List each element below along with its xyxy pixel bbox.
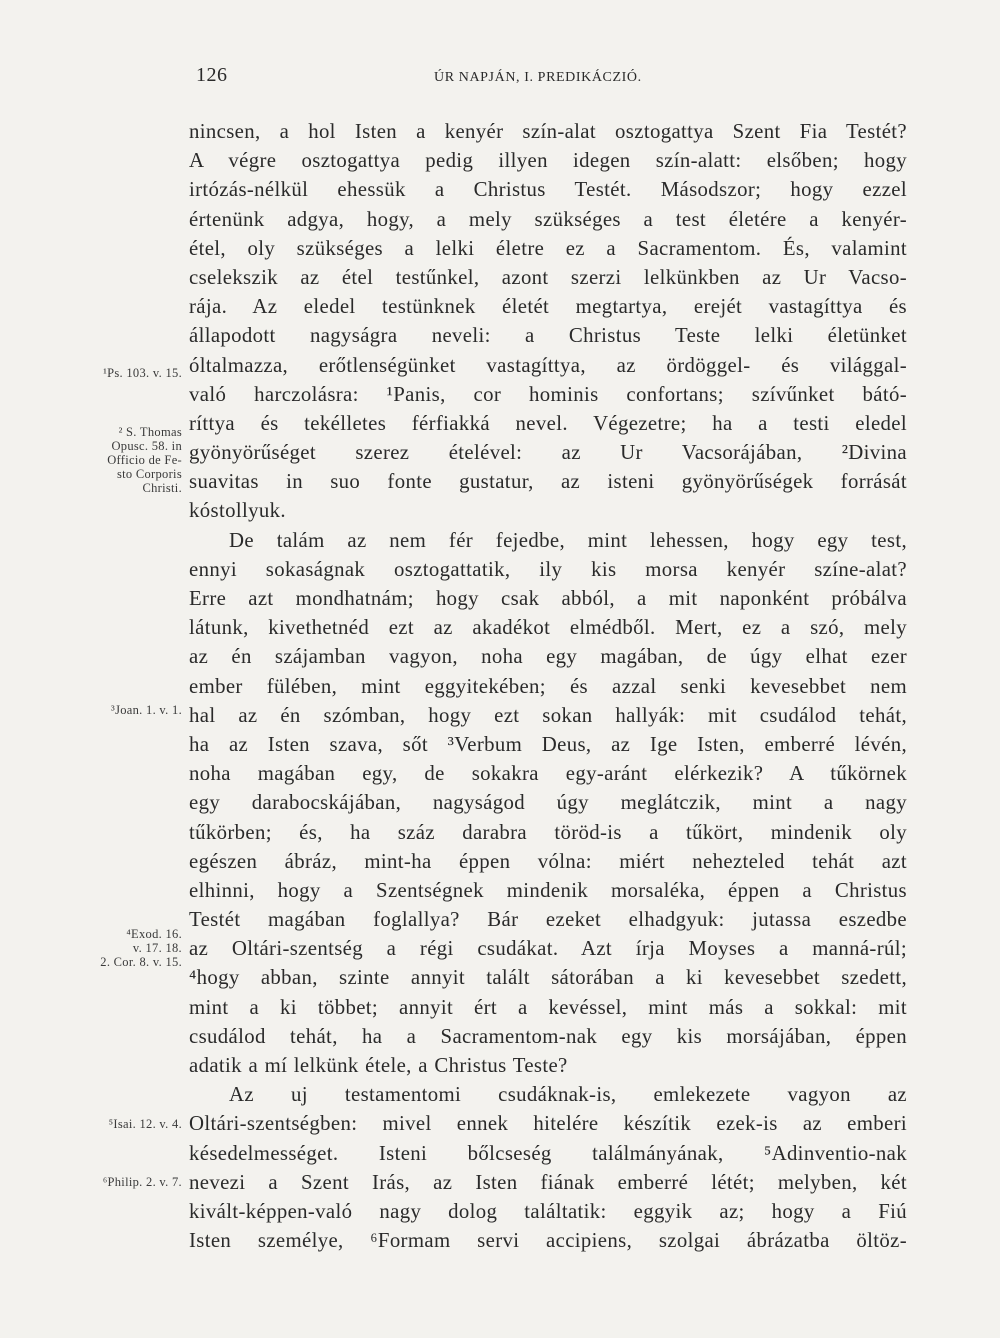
text-line: Az uj testamentomi csudáknak-is, emlekezete vagyon az [229,1083,907,1107]
text-line: ⁴hogy abban, szinte annyit talált sátorában a ki kevesebbet szedett, [189,966,907,990]
margin-note [103,1175,182,1189]
running-title: ÚR NAPJÁN, I. PREDIKÁCZIÓ. [434,70,642,85]
text-line: De talám az nem fér fejedbe, mint lehessen, hogy egy test, [229,528,907,552]
margin-note-line: ⁶Philip. 2. v. 7. [102,1175,182,1189]
text-line: Oltári-szentségben: mivel ennek hitelére készítik ezek-is az emberi [189,1112,907,1136]
margin-note-line: ² S. Thomas [118,425,182,439]
text-line: való harczolásra: ¹Panis, cor hominis confortans; szívűnket bátó- [189,382,907,406]
text-line: nincsen, a hol Isten a kenyér szín-alat osztogattya Szent Fia Testét? [189,120,907,143]
margin-note-line: v. 17. 18. [132,941,182,955]
text-line: állapodott nagyságra neveli: a Christus Teste lelki életünket [189,324,907,348]
text-line: Isten személye, ⁶Formam servi accipiens, szolgai ábrázatba öltöz- [189,1229,907,1253]
text-line: csudálod tehát, ha a Sacramentom-nak egy kis morsájában, éppen [189,1024,907,1048]
text-line: adatik a mí lelkünk étele, a Christus Teste? [189,1054,568,1077]
text-line: látunk, kivethetnéd ezt az akadékot elmédből. Mert, ez a szó, mely [189,616,907,640]
text-line: Erre azt mondhatnám; hogy csak abból, a mit naponként próbálva [189,587,907,610]
margin-note-line: ⁵Isai. 12. v. 4. [108,1117,182,1131]
margin-note [103,366,182,380]
text-line: ember fülében, mint eggyitekében; és azzal senki kevesebbet nem [189,674,907,698]
text-line: értenünk adgya, hogy, a mely szükséges a test életére a kenyér- [189,207,907,231]
margin-note-line: Christi. [142,481,182,495]
text-line: egy darabocskájában, nagyságod úgy meglátczik, mint a nagy [189,791,907,815]
page-number: 126 [196,64,228,86]
text-line: gyönyörűséget szerez ételével: az Ur Vacsorájában, ²Divina [189,441,907,465]
text-line: elhinni, hogy a Szentségnek mindenik morsaléka, éppen a Christus [189,878,907,902]
text-line: ríttya és tekélletes férfiakká nevel. Végezetre; ha a testi eledel [189,411,907,435]
text-line: ha az Isten szava, sőt ³Verbum Deus, az Ige Isten, emberré lévén, [189,732,907,756]
text-line: az én szájamban vagyon, noha egy magában, de úgy elhat ezer [189,645,907,669]
text-line: késedelmességet. Isteni bőlcseség találmányának, ⁵Adinventio-nak [189,1141,907,1165]
margin-note [109,1117,182,1131]
text-line: hal az én szómban, hogy ezt sokan hallyák: mit csudálod tehát, [189,703,907,727]
margin-note-line: ¹Ps. 103. v. 15. [103,366,182,380]
text-line: kóstollyuk. [189,499,286,523]
text-line: Testét magában foglallya? Bár ezeket elhadgyuk: jutassa eszedbe [189,908,907,932]
margin-note-line: ⁴Exod. 16. [126,927,182,941]
text-line: tűkörben; és, ha száz darabra töröd-is a tűkört, mindenik oly [189,820,907,844]
margin-note-line: Opusc. 58. in [111,439,182,453]
running-head [196,64,906,90]
text-line: kivált-képpen-való nagy dolog találtatik: eggyik az; hogy a Fiú [189,1199,907,1223]
text-line: az Oltári-szentség a régi csudákat. Azt írja Moyses a manná-rúl; [189,937,907,961]
margin-note [100,927,182,969]
text-line: irtózás-nélkül ehessük a Christus Testét. Másodszor; hogy ezzel [189,178,907,202]
body-text [189,117,907,1255]
text-line: nevezi a Szent Irás, az Isten fiának emberré létét; melyben, két [189,1170,907,1194]
margin-note-line: Officio de Fe- [107,453,182,467]
margin-note [107,425,182,495]
margin-note-line: ³Joan. 1. v. 1. [111,703,182,717]
text-line: suavitas in suo fonte gustatur, az isteni gyönyörűségek forrását [189,470,907,494]
text-line: óltalmazza, erőtlenségünket vastagíttya, az ördöggel- és világgal- [189,353,907,377]
margin-note-line: 2. Cor. 8. v. 15. [100,955,182,969]
text-line: rája. Az eledel testünknek életét megtartya, erejét vastagíttya és [189,295,907,319]
text-line: noha magában egy, de sokakra egy-aránt elérkezik? A tűkörnek [189,762,907,786]
text-line: egészen ábráz, mint-ha éppen vólna: miért nehezteled tehát azt [189,849,907,873]
text-line: étel, oly szükséges a lelki életre ez a Sacramentom. És, valamint [189,236,907,260]
margin-note [111,703,182,717]
margin-note-line: sto Corporis [116,467,182,481]
text-line: mint a ki többet; annyit ért a kevéssel, mint más a sokkal: mit [189,995,907,1019]
text-line: ennyi sokaságnak osztogattatik, ily kis morsa kenyér színe-alat? [189,557,907,581]
text-line: cselekszik az étel testűnkel, azont szerzi lelkünkben az Ur Vacso- [189,265,907,289]
text-line: A végre osztogattya pedig illyen idegen szín-alatt: elsőben; hogy [189,149,907,173]
